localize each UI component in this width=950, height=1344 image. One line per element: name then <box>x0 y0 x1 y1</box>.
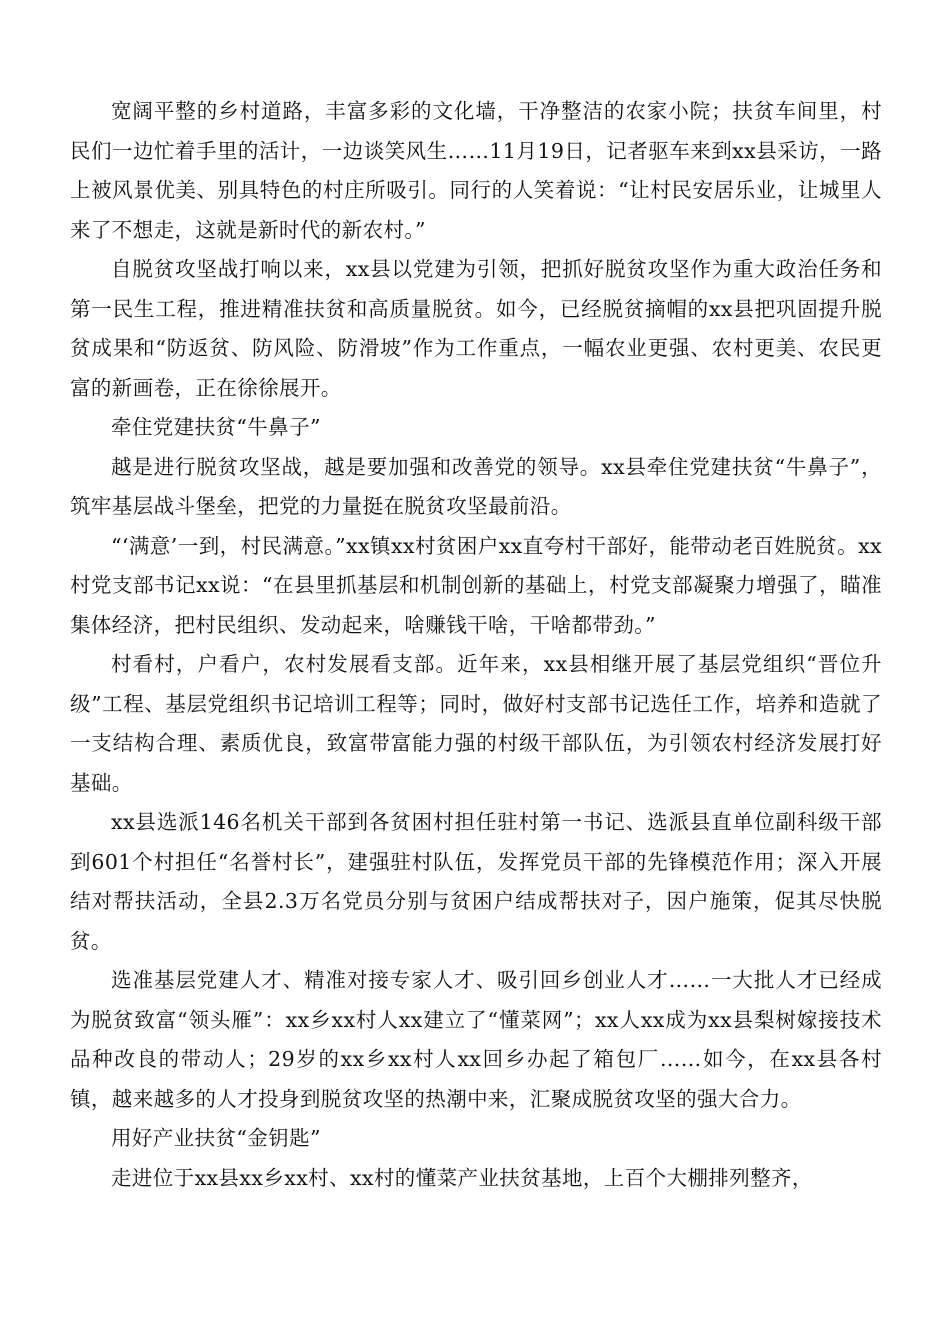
paragraph-intro: 宽阔平整的乡村道路，丰富多彩的文化墙，干净整洁的农家小院；扶贫车间里，村民们一边忙着手里的活计，一边谈笑风生……11月19日，记者驱车来到xx县采访，一路上被风景优美、别具特色的村庄所吸引。同行的人笑着说：“让村民安居乐业，让城里人来了不想走，这就是新时代的新农村。” <box>70 99 882 242</box>
paragraph-overview: 自脱贫攻坚战打响以来，xx县以党建为引领，把抓好脱贫攻坚作为重大政治任务和第一民生工程，推进精准扶贫和高质量脱贫。如今，已经脱贫摘帽的xx县把巩固提升脱贫成果和“防返贫、防风险、防滑坡”作为工作重点，一幅农业更强、农村更美、农民更富的新画卷，正在徐徐展开。 <box>70 257 882 400</box>
section-heading-industry: 用好产业扶贫“金钥匙” <box>111 1126 321 1150</box>
paragraph-industry-base: 走进位于xx县xx乡xx村、xx村的懂菜产业扶贫基地，上百个大棚排列整齐， <box>111 1165 813 1190</box>
paragraph-talent: 选准基层党建人才、精准对接专家人才、吸引回乡创业人才……一大批人才已经成为脱贫致富“领头雁”：xx乡xx村人xx建立了“懂菜网”；xx人xx成为xx县梨树嫁接技术品种改良的带动人；29岁的xx乡xx村人xx回乡办起了箱包厂……如今，在xx县各村镇，越来越多的人才投身到脱贫攻坚的热潮中来，汇聚成脱贫攻坚的强大合力。 <box>70 968 882 1111</box>
section-heading-party-building: 牵住党建扶贫“牛鼻子” <box>111 415 321 439</box>
paragraph-party-leadership: 越是进行脱贫攻坚战，越是要加强和改善党的领导。xx县牵住党建扶贫“牛鼻子”，筑牢基层战斗堡垒，把党的力量挺在脱贫攻坚最前沿。 <box>70 454 882 518</box>
article-body <box>70 92 882 1198</box>
paragraph-village-quote: “‘满意’一到，村民满意。”xx镇xx村贫困户xx直夸村干部好，能带动老百姓脱贫。xx村党支部书记xx说：“在县里抓基层和机制创新的基础上，村党支部凝聚力增强了，瞄准集体经济，把村民组织、发动起来，啥赚钱干啥，干啥都带劲。” <box>70 533 882 637</box>
paragraph-cadres: xx县选派146名机关干部到各贫困村担任驻村第一书记、选派县直单位副科级干部到601个村担任“名誉村长”，建强驻村队伍，发挥党员干部的先锋模范作用；深入开展结对帮扶活动，全县2.3万名党员分别与贫困户结成帮扶对子，因户施策，促其尽快脱贫。 <box>70 810 882 953</box>
paragraph-village-branch: 村看村，户看户，农村发展看支部。近年来，xx县相继开展了基层党组织“晋位升级”工程、基层党组织书记培训工程等；同时，做好村支部书记选任工作，培养和造就了一支结构合理、素质优良，致富带富能力强的村级干部队伍，为引领农村经济发展打好基础。 <box>70 652 882 795</box>
